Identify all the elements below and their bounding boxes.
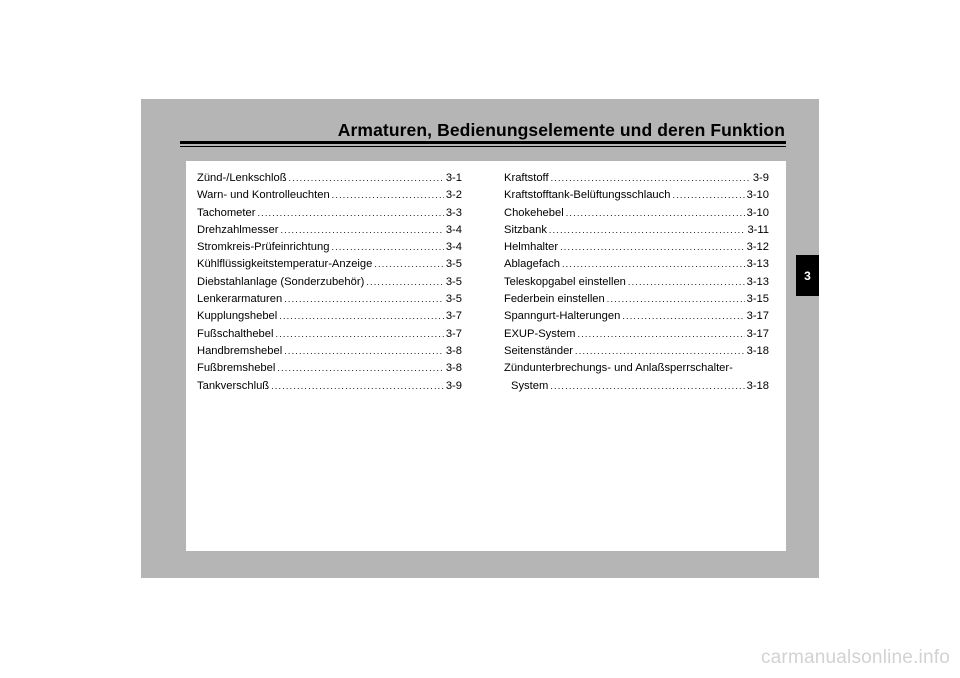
toc-entry[interactable]: Diebstahlanlage (Sonderzubehör) ..... 3-5 [197,274,462,291]
toc-entry[interactable]: Tachometer ..... 3-3 [197,205,462,222]
toc-entry[interactable]: Spanngurt-Halterungen ..... 3-17 [504,308,769,325]
toc-entry[interactable]: Fußschalthebel ..... 3-7 [197,326,462,343]
watermark: carmanualsonline.info [760,647,950,668]
toc-entry[interactable]: Kupplungshebel ..... 3-7 [197,308,462,325]
toc-entry[interactable]: Fußbremshebel ..... 3-8 [197,360,462,377]
toc-entry[interactable]: Federbein einstellen ..... 3-15 [504,291,769,308]
toc-entry[interactable]: Sitzbank ..... 3-11 [504,222,769,239]
toc-entry[interactable]: Stromkreis-Prüfeinrichtung ..... 3-4 [197,239,462,256]
toc-entry[interactable]: Chokehebel ..... 3-10 [504,205,769,222]
toc-entry[interactable]: Lenkerarmaturen ..... 3-5 [197,291,462,308]
title-rule-thick [180,141,786,144]
toc-entry[interactable]: Ablagefach ..... 3-13 [504,256,769,273]
toc-entry-wrapped-line[interactable]: Zündunterbrechungs- und Anlaßsperrschalter- [504,362,733,375]
toc-entry[interactable]: Warn- und Kontrolleuchten ..... 3-2 [197,187,462,204]
toc-panel [186,161,786,551]
toc-entry[interactable]: Kraftstofftank-Belüftungsschlauch ..... 3-10 [504,187,769,204]
toc-entry[interactable]: Kraftstoff ..... 3-9 [504,170,769,187]
toc-entry[interactable]: System ..... 3-18 [504,378,769,395]
title-rule-thin [180,146,786,147]
toc-column-right [504,170,769,395]
toc-entry[interactable]: EXUP-System ..... 3-17 [504,326,769,343]
toc-entry[interactable]: Drehzahlmesser ..... 3-4 [197,222,462,239]
toc-entry[interactable]: Handbremshebel ..... 3-8 [197,343,462,360]
toc-entry[interactable]: Tankverschluß ..... 3-9 [197,378,462,395]
toc-entry[interactable]: Helmhalter ..... 3-12 [504,239,769,256]
toc-entry[interactable]: Zünd-/Lenkschloß ..... 3-1 [197,170,462,187]
page-title: Armaturen, Bedienungselemente und deren Funktion [337,120,785,140]
chapter-tab[interactable]: 3 [796,255,819,296]
toc-entry[interactable]: Kühlflüssigkeitstemperatur-Anzeige ..... 3-5 [197,256,462,273]
toc-column-left [197,170,462,395]
toc-entry[interactable]: Teleskopgabel einstellen ..... 3-13 [504,274,769,291]
toc-entry[interactable]: Seitenständer ..... 3-18 [504,343,769,360]
